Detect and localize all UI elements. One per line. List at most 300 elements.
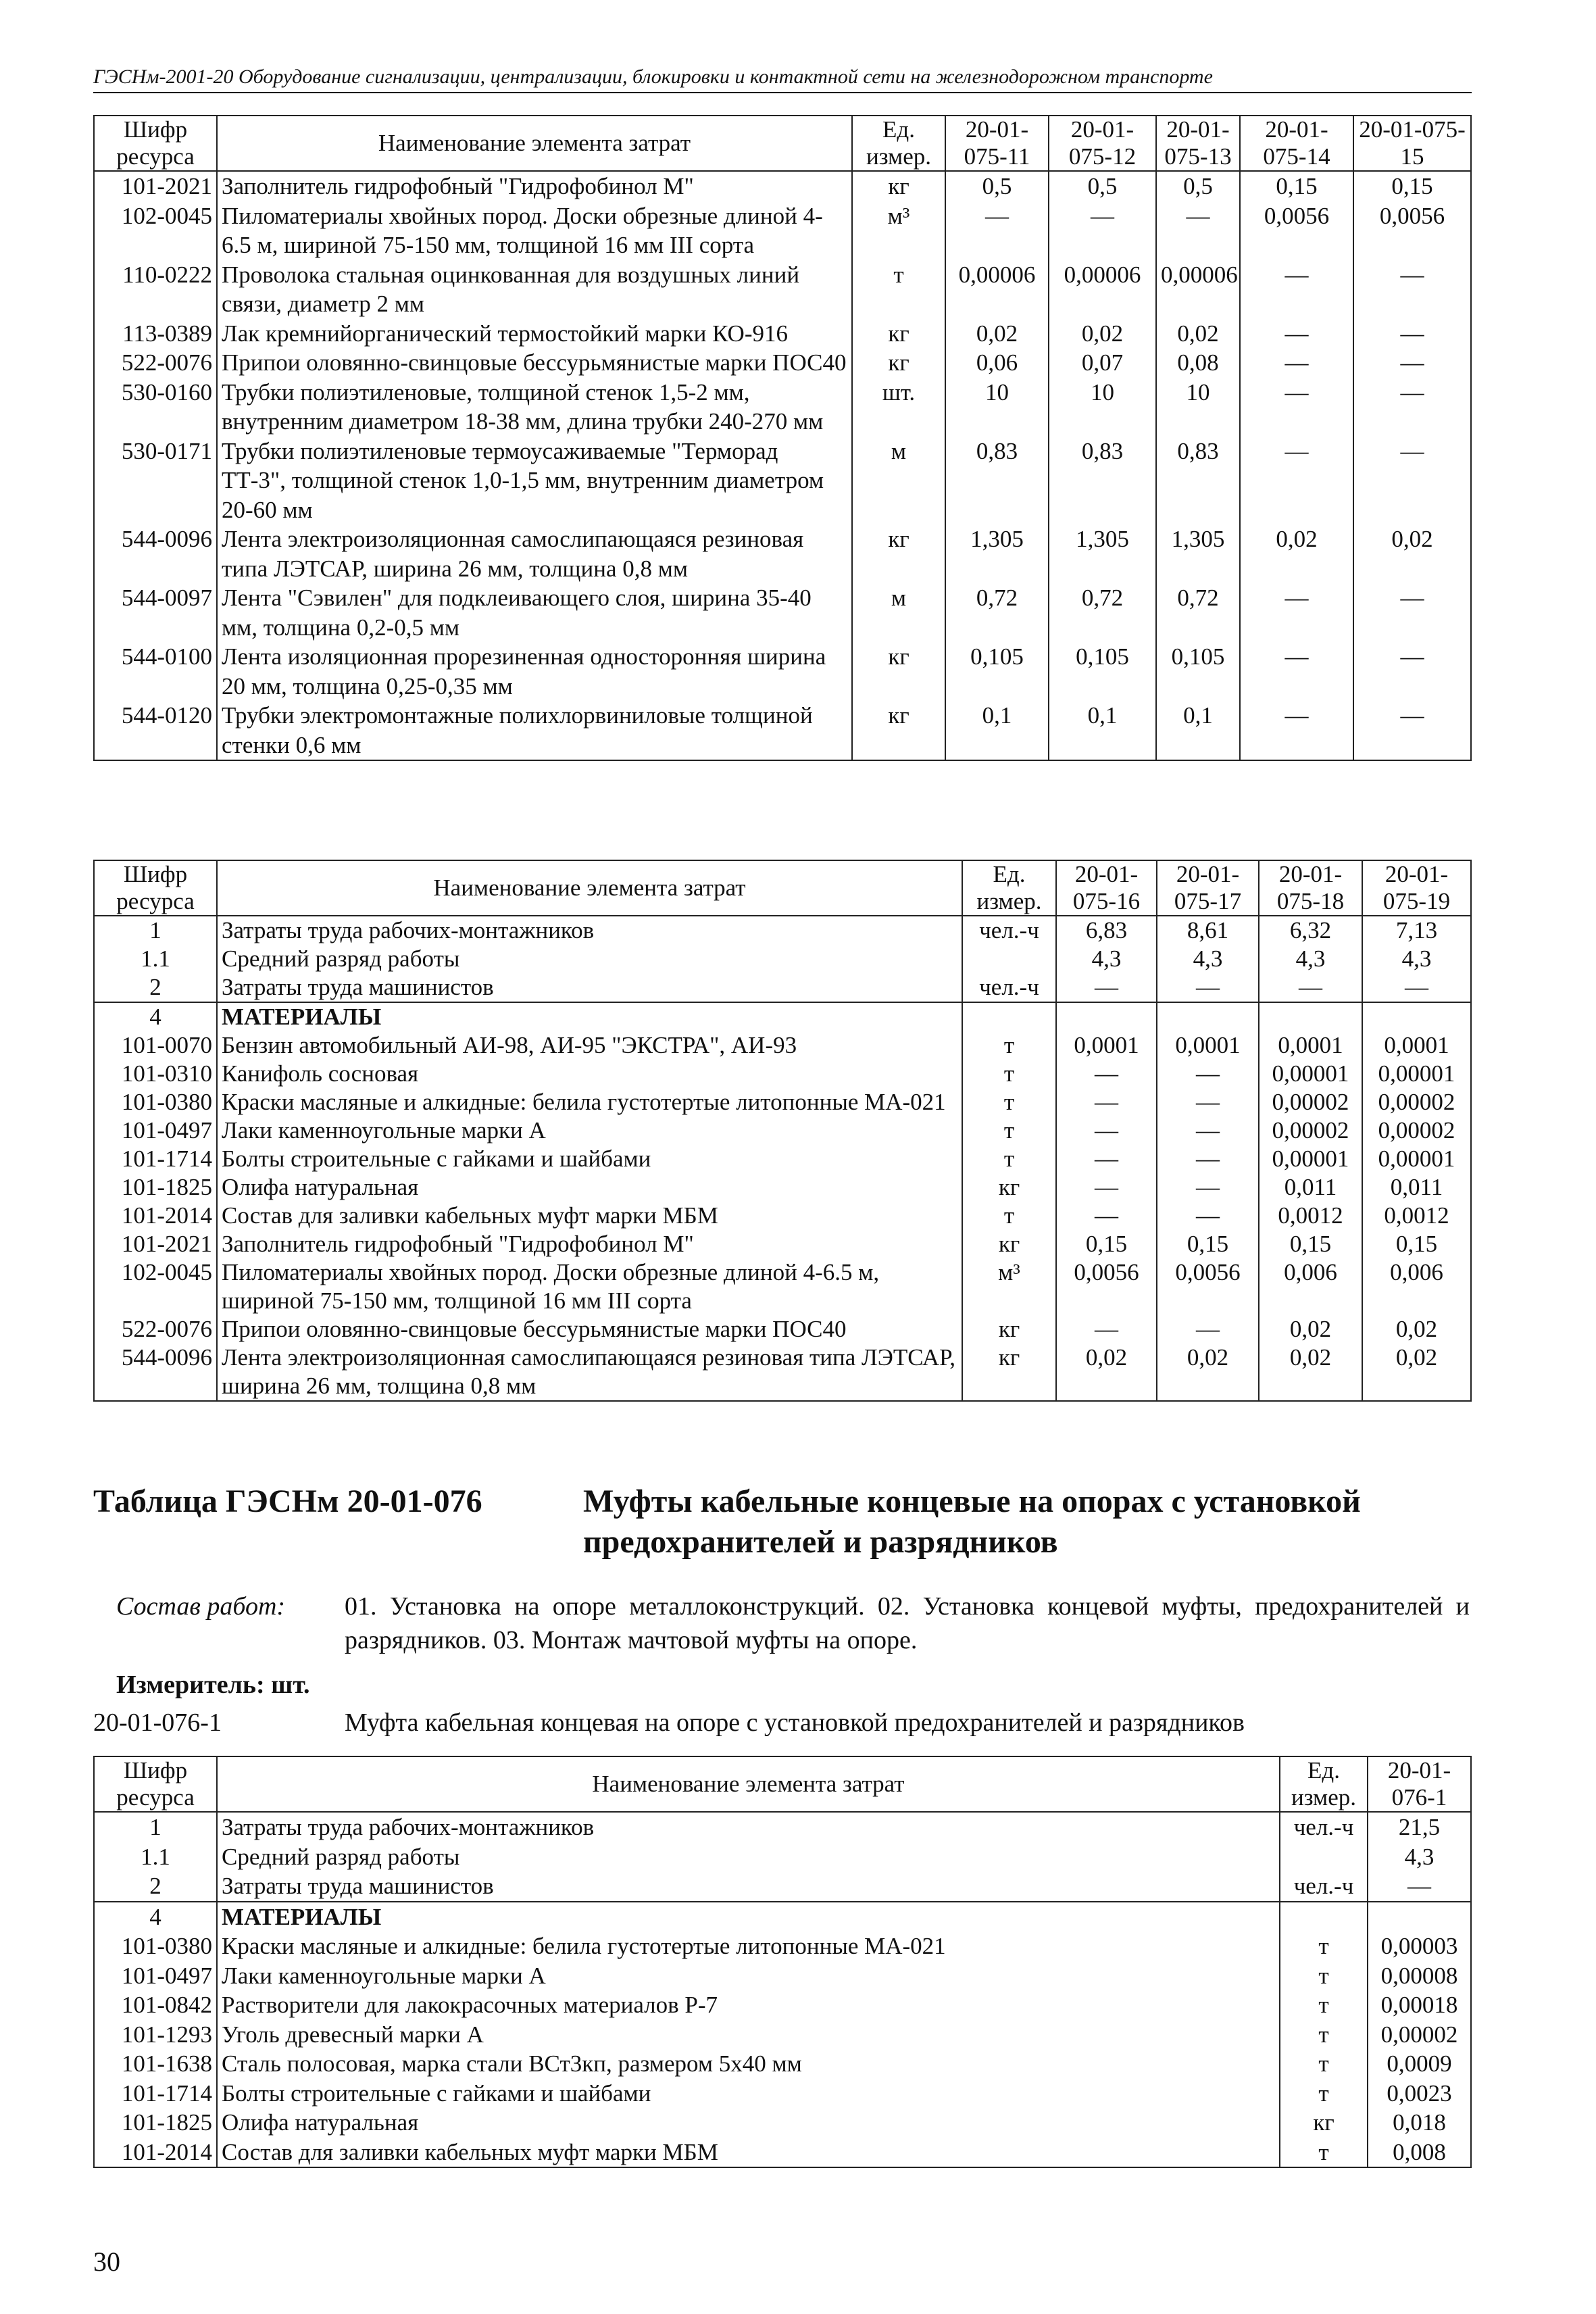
table-body [94,171,1471,760]
cost-element-name: Припои оловянно-свинцовые бессурьмянистые марки ПОС40 [217,1315,962,1344]
resource-code: 544-0096 [94,524,217,583]
resource-code: 101-1825 [94,1173,217,1202]
cost-element-name: Лаки каменноугольные марки А [217,1116,962,1145]
unit-of-measure: кг [962,1344,1056,1401]
table-row [94,1258,1471,1315]
cost-element-name: Растворители для лакокрасочных материалов Р-7 [217,1990,1280,2020]
resource-code: 4 [94,1002,217,1031]
norm-value: — [1368,1871,1471,1902]
norm-value: 0,00001 [1259,1060,1362,1088]
unit-of-measure: кг [852,348,945,378]
unit-of-measure [962,1002,1056,1031]
norm-value: 0,83 [1156,437,1240,525]
cost-element-name: Проволока стальная оцинкованная для воздушных линий связи, диаметр 2 мм [217,260,852,319]
norm-value: 0,00002 [1259,1088,1362,1116]
norm-value: 0,105 [1049,642,1156,701]
resource-code: 1 [94,916,217,945]
cost-element-name: Средний разряд работы [217,1842,1280,1872]
norm-value: — [1056,1315,1157,1344]
norm-value: 0,00006 [945,260,1049,319]
resources-table-076-1 [93,1756,1472,2168]
table-row [94,1031,1471,1060]
norm-value: 4,3 [1056,945,1157,973]
norm-value: — [1353,642,1471,701]
cost-element-name: Трубки электромонтажные полихлорвиниловые толщиной стенки 0,6 мм [217,701,852,760]
header-col: 20-01-075-18 [1259,860,1362,916]
cost-element-name: Лаки каменноугольные марки А [217,1961,1280,1991]
norm-value: 6,32 [1259,916,1362,945]
resource-code: 101-0497 [94,1961,217,1991]
unit-of-measure: кг [962,1230,1056,1258]
table-body [94,916,1471,1401]
resource-code: 101-0070 [94,1031,217,1060]
resource-code: 530-0171 [94,437,217,525]
norm-value: 0,15 [1362,1230,1471,1258]
norm-value: 0,00001 [1259,1145,1362,1173]
norm-code-line [93,1706,1245,1740]
norm-value: 4,3 [1368,1842,1471,1872]
resource-code: 4 [94,1902,217,1932]
resource-code: 522-0076 [94,348,217,378]
norm-value: 0,06 [945,348,1049,378]
norm-value: — [1353,319,1471,349]
header-unit: Ед. измер. [852,116,945,171]
header-col: 20-01-075-15 [1353,116,1471,171]
materials-table-075-11-15 [93,115,1472,761]
norm-value: 0,0001 [1157,1031,1259,1060]
norm-value: — [1240,583,1353,642]
table-header-row [94,116,1471,171]
norm-value: — [1056,1173,1157,1202]
norm-value: 0,00002 [1368,2020,1471,2050]
unit-of-measure: т [962,1145,1056,1173]
unit-of-measure [962,945,1056,973]
norm-value: 0,15 [1353,171,1471,201]
norm-value: 0,0001 [1259,1031,1362,1060]
table-row [94,201,1471,260]
cost-element-name: Затраты труда машинистов [217,973,962,1002]
cost-element-name: МАТЕРИАЛЫ [217,1002,962,1031]
norm-value: 0,5 [945,171,1049,201]
norm-value: 0,1 [1156,701,1240,760]
resource-code: 544-0120 [94,701,217,760]
norm-value: 0,0056 [1157,1258,1259,1315]
norm-value [1368,1902,1471,1932]
table-row [94,437,1471,525]
cost-element-name: Затраты труда рабочих-монтажников [217,1812,1280,1842]
cost-element-name: Трубки полиэтиленовые термоусаживаемые "Терморад ТТ-3", толщиной стенок 1,0-1,5 мм, внутренним диаметром 20-60 мм [217,437,852,525]
unit-of-measure: чел.-ч [962,916,1056,945]
resource-code: 110-0222 [94,260,217,319]
norm-value: — [1049,201,1156,260]
table-header-row [94,1756,1471,1812]
cost-element-name: Краски масляные и алкидные: белила густотертые литопонные МА-021 [217,1088,962,1116]
norm-value: 0,0012 [1362,1202,1471,1230]
cost-element-name: Лента изоляционная прорезиненная односторонняя ширина 20 мм, толщина 0,25-0,35 мм [217,642,852,701]
table-row [94,171,1471,201]
cost-element-name: Олифа натуральная [217,2108,1280,2138]
table-row [94,1145,1471,1173]
resource-code: 101-2021 [94,1230,217,1258]
resource-code: 544-0096 [94,1344,217,1401]
norm-value: 0,00018 [1368,1990,1471,2020]
norm-value: 0,105 [945,642,1049,701]
resource-code: 101-0842 [94,1990,217,2020]
norm-value: — [1056,1116,1157,1145]
norm-value: 0,02 [1259,1344,1362,1401]
norm-value: 10 [1049,378,1156,437]
norm-value: 0,5 [1156,171,1240,201]
table-row [94,1902,1471,1932]
unit-of-measure: т [1280,2138,1368,2168]
table-row [94,378,1471,437]
norm-value: — [1157,1315,1259,1344]
norm-value: — [1353,260,1471,319]
norm-value: 4,3 [1157,945,1259,973]
header-col: 20-01-075-12 [1049,116,1156,171]
resource-code: 101-0380 [94,1088,217,1116]
norm-value: 0,02 [1362,1315,1471,1344]
norm-value: 0,02 [1049,319,1156,349]
resource-code: 530-0160 [94,378,217,437]
resource-code: 544-0100 [94,642,217,701]
norm-value: 10 [1156,378,1240,437]
cost-element-name: Пиломатериалы хвойных пород. Доски обрезные длиной 4-6.5 м, шириной 75-150 мм, толщиной 16 мм III сорта [217,1258,962,1315]
header-code: Шифр ресурса [94,860,217,916]
resource-code: 102-0045 [94,201,217,260]
norm-name: Муфта кабельная концевая на опоре с установкой предохранителей и разрядников [345,1708,1245,1737]
table-row [94,1088,1471,1116]
table-row [94,1315,1471,1344]
table-title: Муфты кабельные концевые на опорах с установкой предохранителей и разрядников [583,1483,1361,1560]
cost-element-name: Состав для заливки кабельных муфт марки МБМ [217,1202,962,1230]
unit-of-measure: м [852,583,945,642]
norm-value: — [1157,1088,1259,1116]
norm-value: 0,0012 [1259,1202,1362,1230]
cost-element-name: Заполнитель гидрофобный "Гидрофобинол М" [217,1230,962,1258]
table-row [94,945,1471,973]
table-number: Таблица ГЭСНм 20-01-076 [93,1483,482,1519]
norm-value: 0,02 [945,319,1049,349]
unit-of-measure: кг [852,701,945,760]
unit-of-measure: т [1280,1990,1368,2020]
norm-value: — [1259,973,1362,1002]
unit-of-measure: м³ [852,201,945,260]
norm-code: 20-01-076-1 [93,1708,222,1737]
header-col: 20-01-076-1 [1368,1756,1471,1812]
table-row [94,973,1471,1002]
header-unit: Ед. измер. [1280,1756,1368,1812]
unit-of-measure [1280,1842,1368,1872]
norm-value: — [1240,378,1353,437]
header-name: Наименование элемента затрат [217,1756,1280,1812]
norm-value: — [1240,348,1353,378]
norm-value: — [1056,1060,1157,1088]
cost-element-name: Лента электроизоляционная самослипающаяся резиновая типа ЛЭТСАР, ширина 26 мм, толщина 0,8 мм [217,1344,962,1401]
table-body [94,1812,1471,2167]
unit-of-measure: т [852,260,945,319]
norm-value: — [1353,437,1471,525]
unit-of-measure: чел.-ч [1280,1812,1368,1842]
norm-value: — [1157,1202,1259,1230]
norm-value: — [1157,1116,1259,1145]
norm-value: 1,305 [1049,524,1156,583]
norm-value: 0,72 [1156,583,1240,642]
table-row [94,1931,1471,1961]
norm-value: 0,5 [1049,171,1156,201]
norm-value: 0,02 [1259,1315,1362,1344]
table-row [94,916,1471,945]
norm-value: 0,105 [1156,642,1240,701]
unit-of-measure: т [1280,1931,1368,1961]
norm-value: 1,305 [945,524,1049,583]
unit-of-measure: т [962,1060,1056,1088]
norm-value: 0,00003 [1368,1931,1471,1961]
header-col: 20-01-075-13 [1156,116,1240,171]
table-row [94,2138,1471,2168]
table-row [94,1202,1471,1230]
unit-of-measure: кг [852,171,945,201]
table-row [94,1871,1471,1902]
norm-value: 0,0056 [1240,201,1353,260]
norm-value: 0,02 [1156,319,1240,349]
header-code: Шифр ресурса [94,1756,217,1812]
resource-code: 101-0380 [94,1931,217,1961]
norm-value: 0,02 [1240,524,1353,583]
norm-value: — [1157,1060,1259,1088]
norm-value: — [1056,1088,1157,1116]
norm-value: 0,02 [1353,524,1471,583]
cost-element-name: Трубки полиэтиленовые, толщиной стенок 1,5-2 мм, внутренним диаметром 18-38 мм, длина трубки 240-270 мм [217,378,852,437]
unit-of-measure: т [962,1116,1056,1145]
resource-code: 2 [94,1871,217,1902]
norm-value: 0,72 [945,583,1049,642]
cost-element-name: Припои оловянно-свинцовые бессурьмянистые марки ПОС40 [217,348,852,378]
norm-value: — [1240,319,1353,349]
table-row [94,642,1471,701]
header-col: 20-01-075-16 [1056,860,1157,916]
norm-value: 0,0023 [1368,2079,1471,2109]
norm-value: 1,305 [1156,524,1240,583]
resource-code: 113-0389 [94,319,217,349]
table-row [94,319,1471,349]
table-row [94,2108,1471,2138]
cost-element-name: Уголь древесный марки А [217,2020,1280,2050]
table-row [94,348,1471,378]
norm-value [1362,1002,1471,1031]
cost-element-name: Затраты труда рабочих-монтажников [217,916,962,945]
unit-of-measure: т [1280,1961,1368,1991]
norm-value: 0,0056 [1056,1258,1157,1315]
unit-of-measure: чел.-ч [1280,1871,1368,1902]
norm-value: 0,83 [1049,437,1156,525]
table-header-row [94,860,1471,916]
resource-code: 101-2014 [94,2138,217,2168]
norm-value: — [1240,642,1353,701]
norm-value: 0,00001 [1362,1145,1471,1173]
resource-code: 101-1638 [94,2049,217,2079]
norm-value: 6,83 [1056,916,1157,945]
header-name: Наименование элемента затрат [217,860,962,916]
norm-value: 0,00006 [1156,260,1240,319]
header-col: 20-01-075-17 [1157,860,1259,916]
resource-code: 101-1714 [94,1145,217,1173]
norm-value: 0,00002 [1362,1116,1471,1145]
unit-of-measure: чел.-ч [962,973,1056,1002]
work-composition-text: 01. Установка на опоре металлоконструкций. 02. Установка концевой муфты, предохранителей и разрядников. 03. Монтаж мачтовой муфты на опоре. [345,1592,1470,1654]
table-row [94,2020,1471,2050]
table-row [94,1002,1471,1031]
resource-code: 544-0097 [94,583,217,642]
norm-value: 0,0001 [1362,1031,1471,1060]
cost-element-name: Болты строительные с гайками и шайбами [217,1145,962,1173]
norm-value: — [1240,260,1353,319]
unit-of-measure: шт. [852,378,945,437]
norm-value: — [1353,701,1471,760]
norm-value: 0,006 [1362,1258,1471,1315]
work-composition-label: Состав работ: [116,1592,286,1621]
table-row [94,1961,1471,1991]
norm-value: 0,0009 [1368,2049,1471,2079]
running-header: ГЭСНм-2001-20 Оборудование сигнализации, централизации, блокировки и контактной сети на железнодорожном транспорте [93,65,1472,93]
norm-value: 7,13 [1362,916,1471,945]
norm-value: 21,5 [1368,1812,1471,1842]
norm-value: 0,08 [1156,348,1240,378]
unit-of-measure: кг [852,642,945,701]
norm-value: — [1240,701,1353,760]
page-number: 30 [93,2246,120,2277]
unit-of-measure [1280,1902,1368,1932]
cost-element-name: Затраты труда машинистов [217,1871,1280,1902]
norm-value: 0,15 [1157,1230,1259,1258]
norm-value: 0,15 [1240,171,1353,201]
norm-value [1157,1002,1259,1031]
table-row [94,1842,1471,1872]
norm-value: 0,00006 [1049,260,1156,319]
table-row [94,2079,1471,2109]
norm-value: — [1157,973,1259,1002]
norm-value: 8,61 [1157,916,1259,945]
norm-value: 0,72 [1049,583,1156,642]
norm-value: — [1362,973,1471,1002]
unit-of-measure: т [1280,2020,1368,2050]
norm-value: 0,83 [945,437,1049,525]
table-row [94,260,1471,319]
table-row [94,1060,1471,1088]
unit-of-measure: м [852,437,945,525]
resource-code: 1 [94,1812,217,1842]
norm-value: — [1056,1202,1157,1230]
resource-code: 101-1825 [94,2108,217,2138]
norm-value: 0,1 [945,701,1049,760]
cost-element-name: Лента "Сэвилен" для подклеивающего слоя, ширина 35-40 мм, толщина 0,2-0,5 мм [217,583,852,642]
norm-value: — [1056,1145,1157,1173]
cost-element-name: Сталь полосовая, марка стали ВСт3кп, размером 5х40 мм [217,2049,1280,2079]
resource-code: 1.1 [94,1842,217,1872]
cost-element-name: Лак кремнийорганический термостойкий марки КО-916 [217,319,852,349]
norm-value: — [1157,1145,1259,1173]
cost-element-name: Лента электроизоляционная самослипающаяся резиновая типа ЛЭТСАР, ширина 26 мм, толщина 0,8 мм [217,524,852,583]
unit-of-measure: т [962,1202,1056,1230]
norm-value: 0,02 [1362,1344,1471,1401]
cost-element-name: Олифа натуральная [217,1173,962,1202]
unit-of-measure: т [1280,2049,1368,2079]
unit-of-measure: м³ [962,1258,1056,1315]
resource-code: 101-1714 [94,2079,217,2109]
cost-element-name: Бензин автомобильный АИ-98, АИ-95 "ЭКСТРА", АИ-93 [217,1031,962,1060]
norm-value: 0,1 [1049,701,1156,760]
resource-code: 101-0497 [94,1116,217,1145]
unit-of-measure: т [1280,2079,1368,2109]
norm-value: 0,011 [1362,1173,1471,1202]
unit-of-measure: т [962,1088,1056,1116]
table-row [94,1173,1471,1202]
resource-code: 101-2014 [94,1202,217,1230]
cost-element-name: Средний разряд работы [217,945,962,973]
norm-value: 10 [945,378,1049,437]
resources-table-075-16-19 [93,860,1472,1402]
cost-element-name: Заполнитель гидрофобный "Гидрофобинол М" [217,171,852,201]
norm-value: 0,018 [1368,2108,1471,2138]
norm-value: — [1157,1173,1259,1202]
unit-of-measure: кг [852,319,945,349]
norm-value [1259,1002,1362,1031]
norm-value: 4,3 [1362,945,1471,973]
norm-value [1056,1002,1157,1031]
unit-of-measure: кг [962,1173,1056,1202]
table-row [94,1230,1471,1258]
resource-code: 101-2021 [94,171,217,201]
table-row [94,2049,1471,2079]
resource-code: 101-0310 [94,1060,217,1088]
norm-value: 0,0001 [1056,1031,1157,1060]
resource-code: 102-0045 [94,1258,217,1315]
norm-value: 0,00001 [1362,1060,1471,1088]
cost-element-name: Краски масляные и алкидные: белила густотертые литопонные МА-021 [217,1931,1280,1961]
table-row [94,1812,1471,1842]
header-name: Наименование элемента затрат [217,116,852,171]
norm-value: 0,07 [1049,348,1156,378]
norm-value: — [1353,348,1471,378]
table-row [94,583,1471,642]
norm-value: — [1240,437,1353,525]
norm-value: 0,011 [1259,1173,1362,1202]
resource-code: 1.1 [94,945,217,973]
norm-value: — [1353,583,1471,642]
unit-of-measure: кг [852,524,945,583]
unit-of-measure: кг [1280,2108,1368,2138]
norm-value: 0,008 [1368,2138,1471,2168]
norm-value: — [1353,378,1471,437]
resource-code: 522-0076 [94,1315,217,1344]
header-unit: Ед. измер. [962,860,1056,916]
cost-element-name: Болты строительные с гайками и шайбами [217,2079,1280,2109]
resource-code: 2 [94,973,217,1002]
header-col: 20-01-075-14 [1240,116,1353,171]
table-row [94,1116,1471,1145]
cost-element-name: Пиломатериалы хвойных пород. Доски обрезные длиной 4-6.5 м, шириной 75-150 мм, толщиной 16 мм III сорта [217,201,852,260]
table-row [94,701,1471,760]
unit-of-measure: т [962,1031,1056,1060]
header-code: Шифр ресурса [94,116,217,171]
resource-code: 101-1293 [94,2020,217,2050]
norm-value: 0,00002 [1259,1116,1362,1145]
norm-value: 0,006 [1259,1258,1362,1315]
norm-value: — [945,201,1049,260]
norm-value: — [1156,201,1240,260]
norm-value: 0,02 [1157,1344,1259,1401]
norm-value: 0,0056 [1353,201,1471,260]
